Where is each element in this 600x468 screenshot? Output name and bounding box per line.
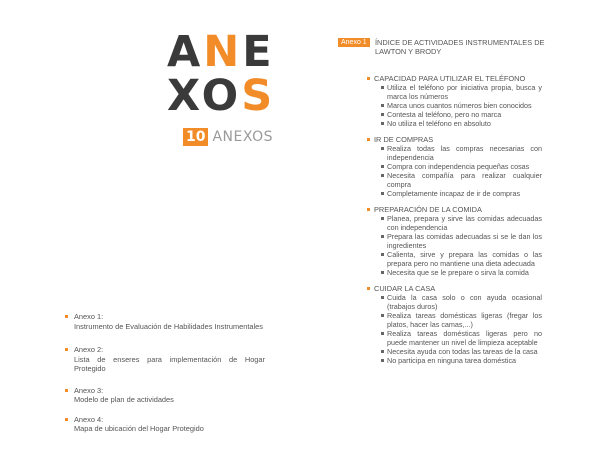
square-bullet-icon xyxy=(381,122,384,125)
section-item-text: Completamente incapaz de ir de compras xyxy=(387,189,521,198)
annex-item xyxy=(65,386,265,405)
title-letter-accent: S xyxy=(241,71,276,121)
square-bullet-icon xyxy=(381,296,384,299)
annex-label: Anexo 1: xyxy=(74,312,104,321)
section-heading xyxy=(367,135,542,144)
section-item xyxy=(381,110,542,119)
section-items xyxy=(381,293,542,365)
activity-section xyxy=(367,284,542,365)
section-item xyxy=(381,347,542,356)
chapter-title xyxy=(167,27,276,121)
annex-label: Anexo 3: xyxy=(74,385,104,395)
section-items xyxy=(381,144,542,198)
title-letter-accent: N xyxy=(203,27,243,77)
section-item xyxy=(381,214,542,232)
title-letter: A xyxy=(167,27,204,77)
activity-section xyxy=(367,135,542,198)
section-item-text: Compra con independencia pequeñas cosas xyxy=(387,162,530,171)
section-heading-text: CUIDAR LA CASA xyxy=(374,284,436,293)
section-item-text: Necesita que se le prepare o sirva la comida xyxy=(387,268,529,277)
section-item xyxy=(381,250,542,268)
square-bullet-icon xyxy=(381,359,384,362)
annex-text: Instrumento de Evaluación de Habilidades Instrumentales xyxy=(74,321,263,331)
section-heading xyxy=(367,284,542,293)
section-heading-text: CAPACIDAD PARA UTILIZAR EL TELÉFONO xyxy=(374,74,526,83)
annex-text: Mapa de ubicación del Hogar Protegido xyxy=(74,424,204,433)
section-item-text: Planea, prepara y sirve las comidas adecuadas con independencia xyxy=(387,214,542,232)
section-heading xyxy=(367,74,542,83)
square-bullet-icon xyxy=(381,165,384,168)
square-bullet-icon xyxy=(381,104,384,107)
activity-sections xyxy=(367,74,542,372)
section-heading-text: IR DE COMPRAS xyxy=(374,135,434,144)
section-item-text: No utiliza el teléfono en absoluto xyxy=(387,119,491,128)
section-item-text: Realiza tareas domésticas ligeras (fregar los platos, hacer las camas,...) xyxy=(387,311,542,329)
section-item-text: Cuida la casa solo o con ayuda ocasional (trabajos duros) xyxy=(387,293,542,311)
section-item-text: Necesita compañía para realizar cualquier compra xyxy=(387,171,542,189)
section-item xyxy=(381,268,542,277)
chapter-number-badge: 10 xyxy=(183,128,208,146)
section-item xyxy=(381,83,542,101)
annex-text: Lista de enseres para implementación de Hogar Protegido xyxy=(74,354,265,373)
section-item-text: Calienta, sirve y prepara las comidas o las prepara pero no mantiene una dieta adecuada xyxy=(387,250,542,268)
section-item xyxy=(381,171,542,189)
title-letter: X xyxy=(167,71,202,121)
square-bullet-icon xyxy=(381,332,384,335)
section-item-text: Marca unos cuantos números bien conocidos xyxy=(387,101,532,110)
square-bullet-icon xyxy=(381,113,384,116)
square-bullet-icon xyxy=(381,314,384,317)
section-item xyxy=(381,293,542,311)
section-item xyxy=(381,162,542,171)
section-heading xyxy=(367,205,542,214)
square-bullet-icon xyxy=(381,235,384,238)
annex-label: Anexo 4: xyxy=(74,414,104,424)
section-item xyxy=(381,119,542,128)
square-bullet-icon xyxy=(381,253,384,256)
section-item xyxy=(381,356,542,365)
annex-item xyxy=(65,312,265,331)
section-item xyxy=(381,144,542,162)
section-item-text: No participa en ninguna tarea doméstica xyxy=(387,356,517,365)
section-item xyxy=(381,101,542,110)
square-bullet-icon xyxy=(381,174,384,177)
bullet-icon xyxy=(65,348,68,351)
title-letter: E xyxy=(242,27,275,77)
chapter-marker xyxy=(183,128,273,146)
bullet-icon xyxy=(65,389,68,392)
annex-item xyxy=(65,415,265,434)
annex-text: Modelo de plan de actividades xyxy=(74,395,174,404)
square-bullet-icon xyxy=(381,217,384,220)
annex-title: ÍNDICE DE ACTIVIDADES INSTRUMENTALES DE LAWTON Y BRODY xyxy=(375,38,545,56)
annex-label: Anexo 2: xyxy=(74,345,104,354)
bullet-icon xyxy=(65,418,68,421)
section-item xyxy=(381,311,542,329)
section-item-text: Utiliza el teléfono por iniciativa propia, busca y marca los números xyxy=(387,83,542,101)
bullet-icon xyxy=(367,138,370,141)
bullet-icon xyxy=(367,287,370,290)
square-bullet-icon xyxy=(381,350,384,353)
square-bullet-icon xyxy=(381,192,384,195)
section-items xyxy=(381,83,542,128)
annex-list xyxy=(65,312,265,448)
annex-item xyxy=(65,345,265,374)
section-items xyxy=(381,214,542,277)
bullet-icon xyxy=(65,315,68,318)
bullet-icon xyxy=(367,77,370,80)
annex-tag: Anexo 1 xyxy=(338,38,370,47)
bullet-icon xyxy=(367,208,370,211)
section-item-text: Prepara las comidas adecuadas si se le dan los ingredientes xyxy=(387,232,542,250)
title-row-2 xyxy=(167,71,276,121)
title-row-1 xyxy=(167,27,275,77)
chapter-label: ANEXOS xyxy=(212,129,273,145)
section-item-text: Realiza tareas domésticas ligeras pero no puede mantener un nivel de limpieza aceptable xyxy=(387,329,542,347)
section-heading-text: PREPARACIÓN DE LA COMIDA xyxy=(374,205,482,214)
square-bullet-icon xyxy=(381,271,384,274)
section-item xyxy=(381,189,542,198)
title-letter: O xyxy=(201,71,242,121)
activity-section xyxy=(367,74,542,128)
square-bullet-icon xyxy=(381,86,384,89)
section-item-text: Contesta al teléfono, pero no marca xyxy=(387,110,502,119)
activity-section xyxy=(367,205,542,277)
square-bullet-icon xyxy=(381,147,384,150)
section-item-text: Realiza todas las compras necesarias con independencia xyxy=(387,144,542,162)
section-item xyxy=(381,329,542,347)
section-item-text: Necesita ayuda con todas las tareas de la casa xyxy=(387,347,538,356)
section-item xyxy=(381,232,542,250)
